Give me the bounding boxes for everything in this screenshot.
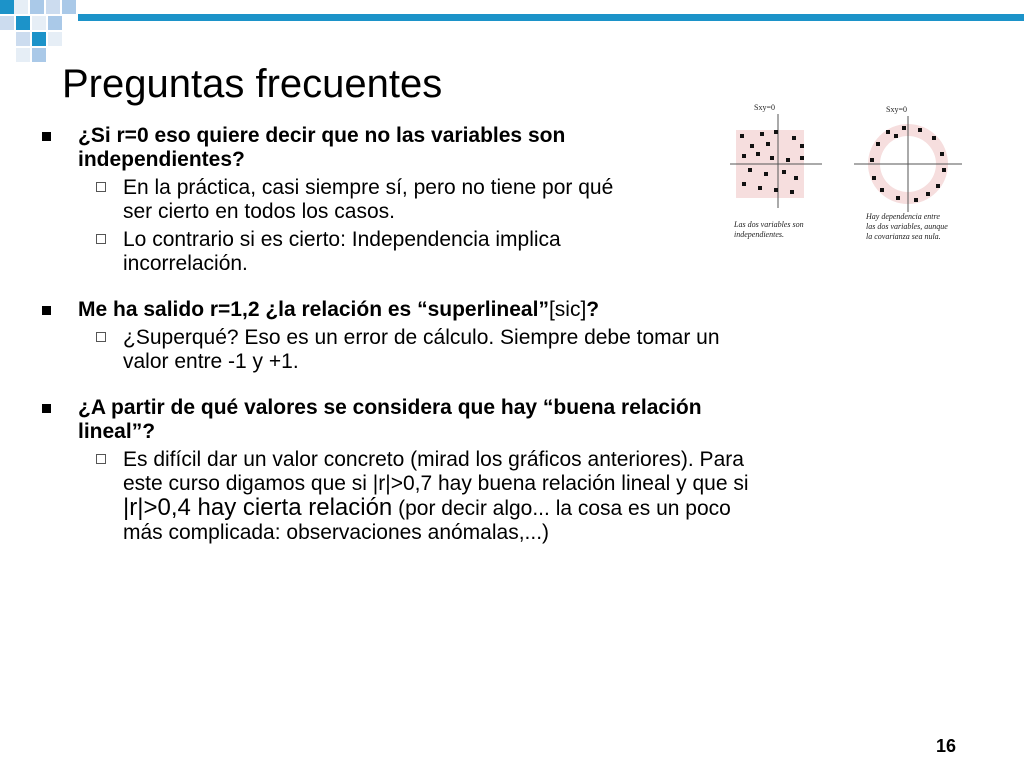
answer-text: Lo contrario si es cierto: Independencia implica incorrelación. — [123, 228, 561, 275]
question-text: Me ha salido r=1,2 ¿la relación es “superlineal” — [78, 298, 549, 321]
answer-text: (por decir algo... la cosa es un poco más complicada: observaciones anómalas,...) — [123, 497, 731, 544]
scatter-figure — [730, 96, 980, 256]
hollow-square-bullet-icon — [96, 182, 106, 192]
slide-title: Preguntas frecuentes — [62, 62, 443, 106]
answer-text: En la práctica, casi siempre sí, pero no tiene por qué ser cierto en todos los casos. — [123, 176, 614, 223]
faq-answer — [40, 326, 763, 374]
deco-square — [16, 32, 30, 46]
hollow-square-bullet-icon — [96, 234, 106, 244]
right-plot-caption: Hay dependencia entre las dos variables, aunque la covarianza sea nula. — [866, 212, 948, 241]
deco-square — [0, 0, 14, 14]
left-plot-label: Sxy=0 — [754, 103, 775, 112]
square-bullet-icon — [42, 404, 51, 413]
deco-square — [32, 48, 46, 62]
answer-emphasis: |r|>0,4 hay cierta relación — [123, 494, 393, 521]
deco-square — [32, 32, 46, 46]
square-bullet-icon — [42, 132, 51, 141]
faq-answer — [40, 176, 643, 224]
deco-square — [48, 16, 62, 30]
deco-square — [48, 32, 62, 46]
question-text: ¿Si r=0 eso quiere decir que no las variables son independientes? — [78, 124, 566, 171]
header-rule — [78, 14, 1024, 21]
faq-question — [40, 298, 780, 322]
left-plot-caption: Las dos variables son independientes. — [734, 220, 804, 239]
answer-text: Es difícil dar un valor concreto (mirad los gráficos anteriores). Para este curso digamos que si |r|>0,7 hay buena relación lineal y que si — [123, 448, 749, 495]
hollow-square-bullet-icon — [96, 454, 106, 464]
faq-question — [40, 396, 758, 444]
deco-square — [0, 16, 14, 30]
deco-square — [14, 0, 28, 14]
question-end: ? — [586, 298, 600, 321]
page-number: 16 — [936, 736, 957, 756]
question-text: ¿A partir de qué valores se considera que hay “buena relación lineal”? — [78, 396, 702, 443]
sic-note: [sic] — [548, 298, 587, 321]
faq-answer — [40, 448, 763, 545]
deco-square — [32, 16, 46, 30]
faq-list — [40, 124, 780, 545]
square-bullet-icon — [42, 306, 51, 315]
deco-square — [46, 0, 60, 14]
deco-square — [16, 16, 30, 30]
deco-square — [16, 48, 30, 62]
hollow-square-bullet-icon — [96, 332, 106, 342]
faq-answer — [40, 228, 583, 276]
right-plot-label: Sxy=0 — [886, 105, 907, 114]
deco-square — [30, 0, 44, 14]
faq-question — [40, 124, 780, 172]
deco-square — [62, 0, 76, 14]
answer-text: ¿Superqué? Eso es un error de cálculo. Siempre debe tomar un valor entre -1 y +1. — [123, 326, 720, 373]
